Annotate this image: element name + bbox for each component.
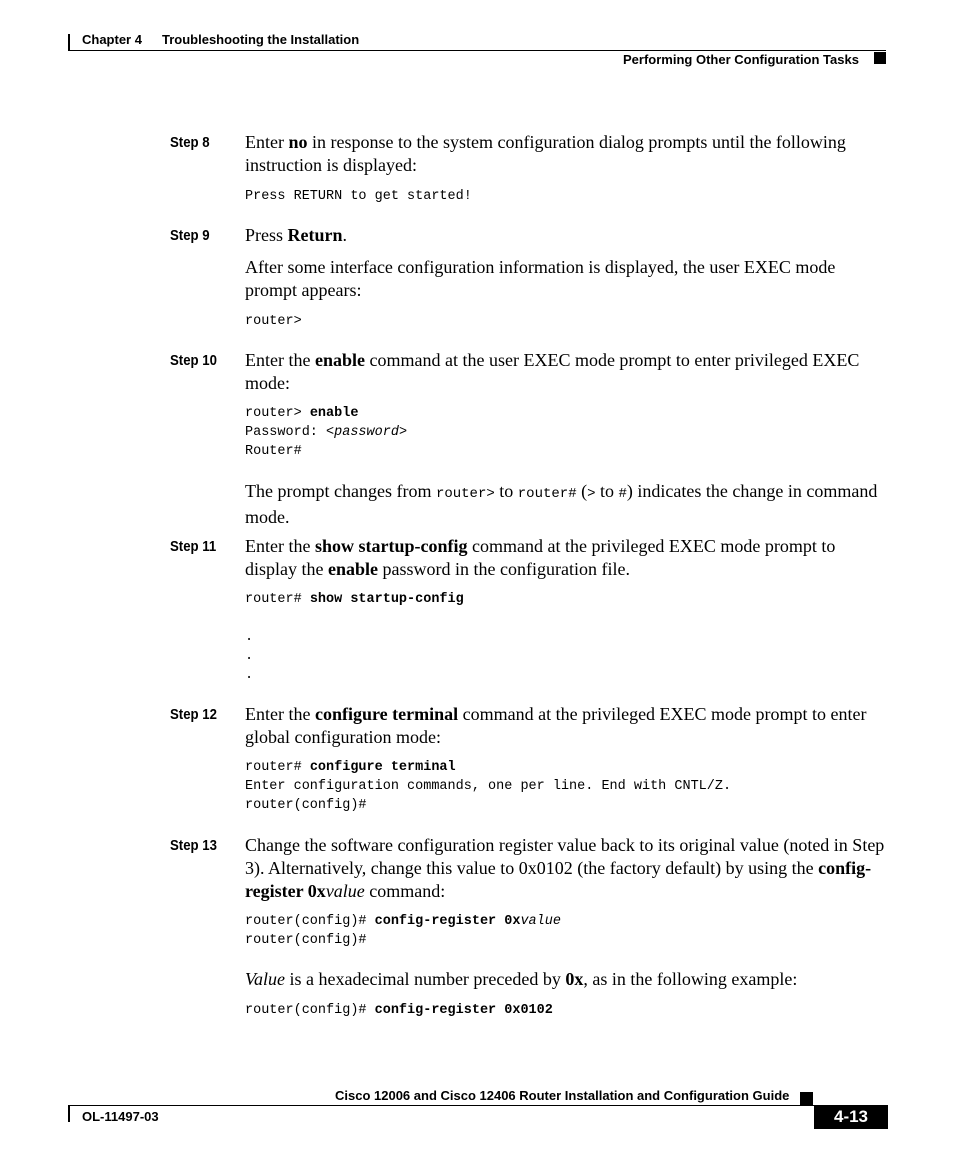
step-12-code: router# configure terminal Enter configuration commands, one per line. End with CNTL/Z. router(config)# [245,760,732,813]
footer-guide-title: Cisco 12006 and Cisco 12406 Router Installation and Configuration Guide [335,1088,790,1103]
footer-left-bar [68,1106,70,1122]
step-11-label: Step 11 [170,538,217,555]
step-11-code: router# show startup-config . . . [245,592,464,683]
step-13-label: Step 13 [170,837,217,854]
step-9-text: Press Return. [245,225,348,245]
step-10-code: router> enable Password: <password> Router# [245,406,408,459]
step-13-code-example: router(config)# config-register 0x0102 [245,1003,553,1018]
page-number: 4-13 [814,1105,888,1129]
step-10-label: Step 10 [170,352,217,369]
step-8-code: Press RETURN to get started! [245,189,472,204]
step-13-code: router(config)# config-register 0xvalue router(config)# [245,914,561,948]
header-left-bar [68,34,70,50]
footer-rule [68,1105,814,1106]
step-13-text-2: Value is a hexadecimal number preceded by 0x, as in the following example: [245,969,798,989]
step-10-text: Enter the enable command at the user EXEC mode prompt to enter privileged EXEC mode: [245,350,860,393]
header-section-title: Performing Other Configuration Tasks [623,52,859,67]
step-9-code: router> [245,314,302,329]
header-square [874,52,886,64]
footer-square [800,1092,813,1105]
step-12-label: Step 12 [170,706,217,723]
step-11-text: Enter the show startup-config command at the privileged EXEC mode prompt to display the enable password in the configuration file. [245,536,836,579]
header-chapter: Chapter 4 [82,32,142,47]
step-9-text-2: After some interface configuration information is displayed, the user EXEC mode prompt appears: [245,257,836,300]
step-13-text: Change the software configuration register value back to its original value (noted in Step 3). Alternatively, change this value to 0x0102 (the factory default) by using the config-register 0xvalue command: [245,835,885,901]
step-9-label: Step 9 [170,227,210,244]
step-8-text: Enter no in response to the system configuration dialog prompts until the following instruction is displayed: [245,132,846,175]
footer-doc-number: OL-11497-03 [82,1109,159,1124]
header-chapter-title: Troubleshooting the Installation [162,32,360,47]
step-12-text: Enter the configure terminal command at the privileged EXEC mode prompt to enter global configuration mode: [245,704,867,747]
step-10-text-2: The prompt changes from router> to router# (> to #) indicates the change in command mode. [245,481,878,527]
step-8-label: Step 8 [170,134,210,151]
header-rule [68,50,886,51]
